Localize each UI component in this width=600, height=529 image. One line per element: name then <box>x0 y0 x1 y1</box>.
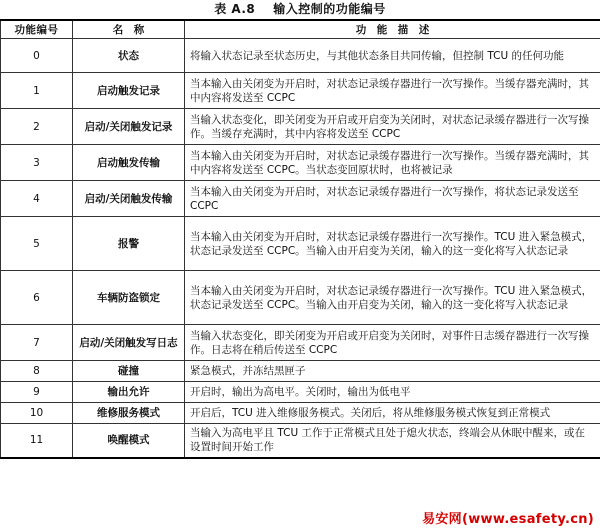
table-row <box>1 109 600 145</box>
row-description: 紧急模式，并冻结黑匣子 <box>185 361 600 382</box>
row-name: 输出允许 <box>73 382 185 403</box>
row-name: 报警 <box>73 217 185 271</box>
row-code: 5 <box>1 217 73 271</box>
table-row <box>1 403 600 424</box>
row-code: 0 <box>1 39 73 73</box>
row-description: 当本输入由关闭变为开启时，对状态记录缓存器进行一次写操作。当缓存器充满时，其中内容将发送至 CCPC <box>185 73 600 109</box>
row-code: 9 <box>1 382 73 403</box>
row-description: 将输入状态记录至状态历史，与其他状态条目共同传输，但控制 TCU 的任何功能 <box>185 39 600 73</box>
table-title: 输入控制的功能编号 <box>273 2 386 16</box>
table-header-row <box>1 20 600 39</box>
row-description: 当输入状态变化，即关闭变为开启或开启变为关闭时，对事件日志缓存器进行一次写操作。日志将在稍后传送至 CCPC <box>185 325 600 361</box>
header-name: 名 称 <box>73 20 185 39</box>
table-row <box>1 361 600 382</box>
row-name: 维修服务模式 <box>73 403 185 424</box>
row-code: 2 <box>1 109 73 145</box>
row-name: 启动/关闭触发记录 <box>73 109 185 145</box>
row-description: 当输入状态变化，即关闭变为开启或开启变为关闭时，对状态记录缓存器进行一次写操作。当缓存充满时，其中内容将发送至 CCPC <box>185 109 600 145</box>
row-description: 开启后，TCU 进入维修服务模式。关闭后，将从维修服务模式恢复到正常模式 <box>185 403 600 424</box>
header-code: 功能编号 <box>1 20 73 39</box>
row-description: 当本输入由关闭变为开启时，对状态记录缓存器进行一次写操作，将状态记录发送至 CCPC <box>185 181 600 217</box>
row-code: 6 <box>1 271 73 325</box>
row-description: 当本输入由关闭变为开启时，对状态记录缓存器进行一次写操作。TCU 进入紧急模式，状态记录发送至 CCPC。当输入由开启变为关闭，输入的这一变化将写入状态记录 <box>185 217 600 271</box>
row-name: 启动/关闭触发写日志 <box>73 325 185 361</box>
table-row <box>1 382 600 403</box>
row-name: 状态 <box>73 39 185 73</box>
table-row <box>1 424 600 458</box>
row-description: 开启时，输出为高电平。关闭时，输出为低电平 <box>185 382 600 403</box>
row-code: 1 <box>1 73 73 109</box>
row-name: 启动/关闭触发传输 <box>73 181 185 217</box>
row-code: 3 <box>1 145 73 181</box>
table-row <box>1 145 600 181</box>
row-description: 当本输入由关闭变为开启时，对状态记录缓存器进行一次写操作。当缓存器充满时，其中内容将发送至 CCPC。当状态变回原状时，也将被记录 <box>185 145 600 181</box>
row-name: 启动触发记录 <box>73 73 185 109</box>
table-caption <box>0 1 600 17</box>
table-row <box>1 181 600 217</box>
row-name: 碰撞 <box>73 361 185 382</box>
row-description: 当本输入由关闭变为开启时，对状态记录缓存器进行一次写操作。TCU 进入紧急模式，状态记录发送至 CCPC。当输入由开启变为关闭，输入的这一变化将写入状态记录 <box>185 271 600 325</box>
table-row <box>1 217 600 271</box>
row-code: 4 <box>1 181 73 217</box>
table-row <box>1 271 600 325</box>
table-row <box>1 325 600 361</box>
row-description: 当输入为高电平且 TCU 工作于正常模式且处于熄火状态，终端会从休眠中醒来，或在设置时间开始工作 <box>185 424 600 458</box>
row-code: 8 <box>1 361 73 382</box>
row-name: 车辆防盗锁定 <box>73 271 185 325</box>
function-code-table <box>0 19 600 459</box>
row-code: 7 <box>1 325 73 361</box>
row-name: 唤醒模式 <box>73 424 185 458</box>
table-row <box>1 39 600 73</box>
row-code: 10 <box>1 403 73 424</box>
row-code: 11 <box>1 424 73 458</box>
row-name: 启动触发传输 <box>73 145 185 181</box>
table-number: 表 A.8 <box>214 2 256 16</box>
header-description: 功 能 描 述 <box>185 20 600 39</box>
site-watermark: 易安网(www.esafety.cn) <box>422 512 594 527</box>
table-row <box>1 73 600 109</box>
